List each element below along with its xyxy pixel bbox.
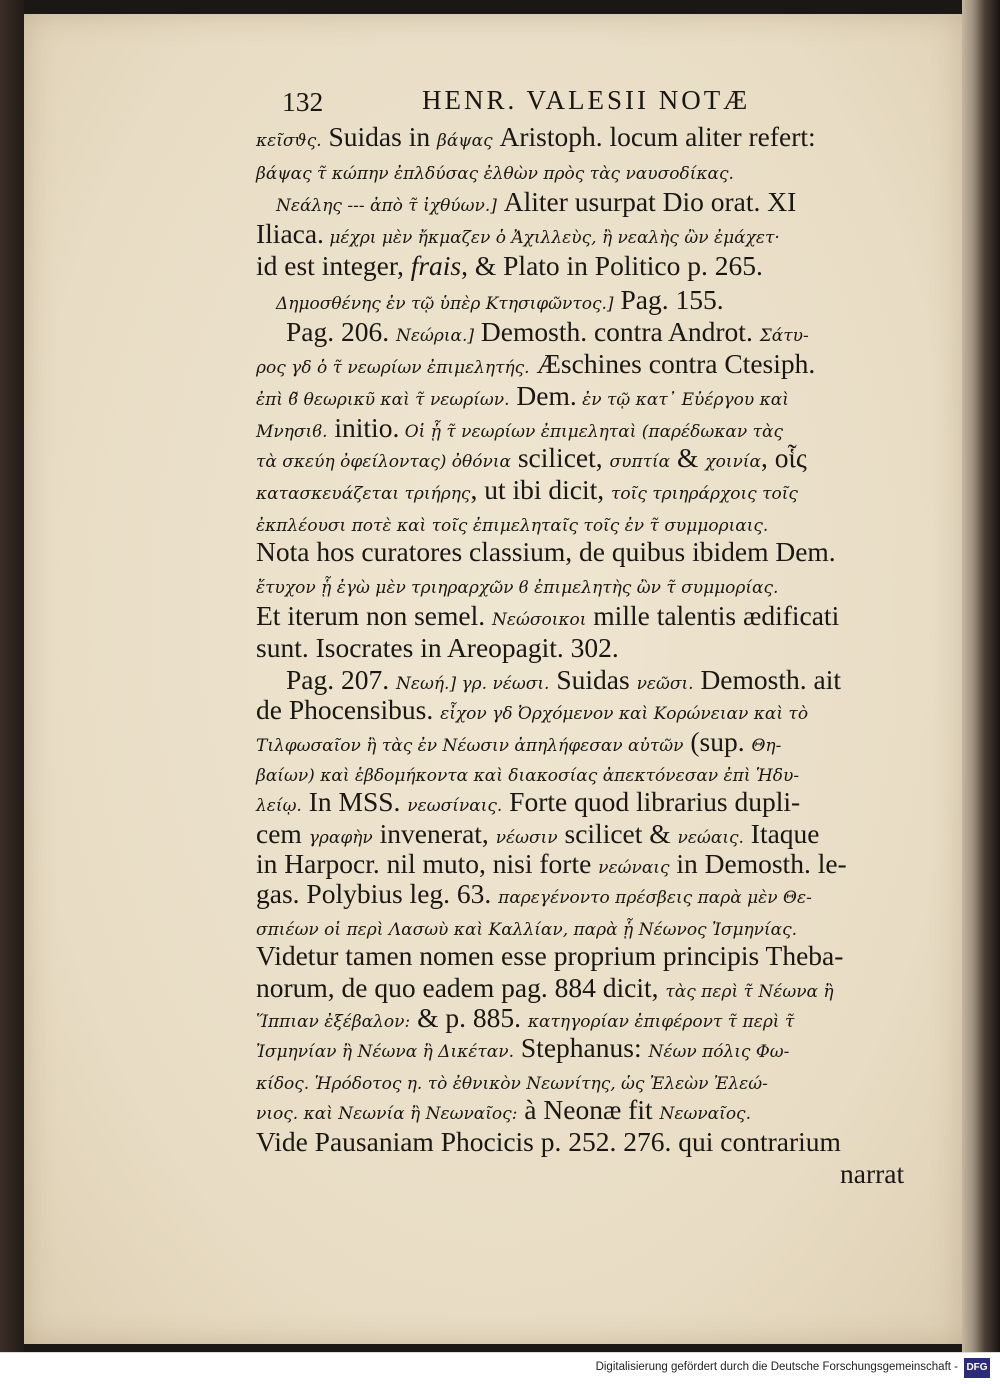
text-line-18: Pag. 207. Νεωή.] γρ. νέωσι. Suidas νεῶσι. Demosth. ait [286,664,841,695]
page-number: 132 [282,86,324,117]
text-line-8: ρος γδ ὁ τ̃ νεωρίων ἐπιμελητής. Æschines contra Ctesiph. [256,348,816,379]
text-line-2: βάψας τ̃ κώπην ἐπλδύσας ἐλθὼν πρὸς τὰς ναυσοδίκας. [256,164,734,184]
text-line-1: κεῖσϑς. Suidas in βάψας Aristoph. locum aliter refert: [256,121,816,152]
catchword: narrat [840,1158,905,1189]
text-line-13: ἐκπλέουσι ποτὲ καὶ τοῖς ἐπιμεληταῖς τοῖς ἐν τ̃ συμμοριαις. [256,516,769,536]
text-line-27: Videtur tamen nomen esse proprium principis Theba- [256,940,844,971]
text-line-11: τὰ σκεύη ὀφείλοντας) ὀθόνια scilicet, συπτία & χοινία, οἷς [256,442,807,473]
text-line-17: sunt. Isocrates in Areopagit. 302. [256,632,619,663]
footer-credit: Digitalisierung gefördert durch die Deutsche Forschungsgemeinschaft - [595,1361,958,1373]
book-page-edge [962,0,1000,1352]
text-line-26: σπιέων οἱ περὶ Λασωὺ καὶ Καλλίαν, παρὰ ᾗ Νέωνος Ἰσμηνίας. [256,920,798,940]
footer-bar [0,1352,1000,1384]
text-line-24: in Harpocr. nil muto, nisi forte νεώναις in Demosth. le- [256,848,847,879]
text-line-15: ἔτυχον ᾗ ἐγὼ μὲν τριηραρχῶν ϐ ἐπιμελητὴς ὢν τ̃ συμμορίας. [256,578,779,598]
dfg-logo-icon: DFG [964,1358,990,1378]
text-line-32: νιος. καὶ Νεωνία ἢ Νεωναῖος: à Neonæ fit Νεωναῖος. [256,1094,751,1125]
scan-frame-left [0,0,24,1352]
text-line-31: κίδος. Ἡρόδοτος η. τὸ ἐθνικὸν Νεωνίτης, ὡς Ἐλεὼν Ἐλεώ- [256,1074,768,1094]
text-line-6: Δημοσθένης ἐν τῷ ὑπὲρ Κτησιφῶντος.] Pag. 155. [276,284,724,315]
text-line-30: Ἰσμηνίαν ἢ Νέωνα ἢ Δικέταν. Stephanus: Νέων πόλις Φω- [256,1032,790,1063]
text-line-7: Pag. 206. Νεώρια.] Demosth. contra Androt. Σάτυ- [286,316,809,347]
text-line-9: ἐπὶ ϐ̃ θεωρικῦ καὶ τ̃ νεωρίων. Dem. ἐν τῷ κατ᾽ Εὐέργου καὶ [256,380,789,411]
text-line-19: de Phocensibus. εἶχον γδ Ὀρχόμενον καὶ Κορώνειαν καὶ τὸ [256,694,809,725]
book-page [24,14,962,1344]
text-line-21: βαίων) καὶ ἑβδομήκοντα καὶ διακοσίας ἀπεκτόνεσαν ἐπὶ Ἡδυ- [256,766,800,786]
text-line-10: Μνησιϐ. initio. Οἱ ᾗ τ̃ νεωρίων ἐπιμεληταὶ (παρέδωκαν τὰς [256,412,784,443]
text-line-14: Nota hos curatores classium, de quibus ibidem Dem. [256,536,836,567]
text-line-33: Vide Pausaniam Phocicis p. 252. 276. qui contrarium [256,1126,841,1157]
text-line-23: cem γραφὴν invenerat, νέωσιν scilicet & νεώαις. Itaque [256,818,820,849]
text-line-28: norum, de quo eadem pag. 884 dicit, τὰς περὶ τ̃ Νέωνα ἢ [256,972,834,1003]
text-line-5: id est integer, frais, & Plato in Politico p. 265. [256,250,763,281]
text-line-20: Τιλφωσαῖον ἢ τὰς ἐν Νέωσιν ἀπηλήφεσαν αὐτῶν (sup. Θη- [256,726,782,757]
running-head: HENR. VALESII NOTÆ [422,85,751,115]
text-line-3: Νεάλης --- ἀπὸ τ̃ ἰχθύων.] Aliter usurpat Dio orat. XI [276,186,797,217]
text-line-29: Ἵππιαν ἐξέβαλον: & p. 885. κατηγορίαν ἐπιφέροντ τ̃ περὶ τ̃ [256,1002,795,1033]
text-line-12: κατασκευάζεται τριήρης, ut ibi dicit, τοῖς τριηράρχοις τοῖς [256,474,798,505]
text-line-25: gas. Polybius leg. 63. παρεγένοντο πρέσβεις παρὰ μὲν Θε- [256,878,812,909]
text-line-16: Et iterum non semel. Νεώσοικοι mille talentis ædificati [256,600,840,631]
text-line-22: λείῳ. In MSS. νεωσίναις. Forte quod librarius dupli- [256,786,801,817]
text-line-4: Iliaca. μέχρι μὲν ἤκμαζεν ὁ Ἀχιλλεὺς, ἢ νεαλὴς ὢν ἐμάχετ· [256,218,780,249]
